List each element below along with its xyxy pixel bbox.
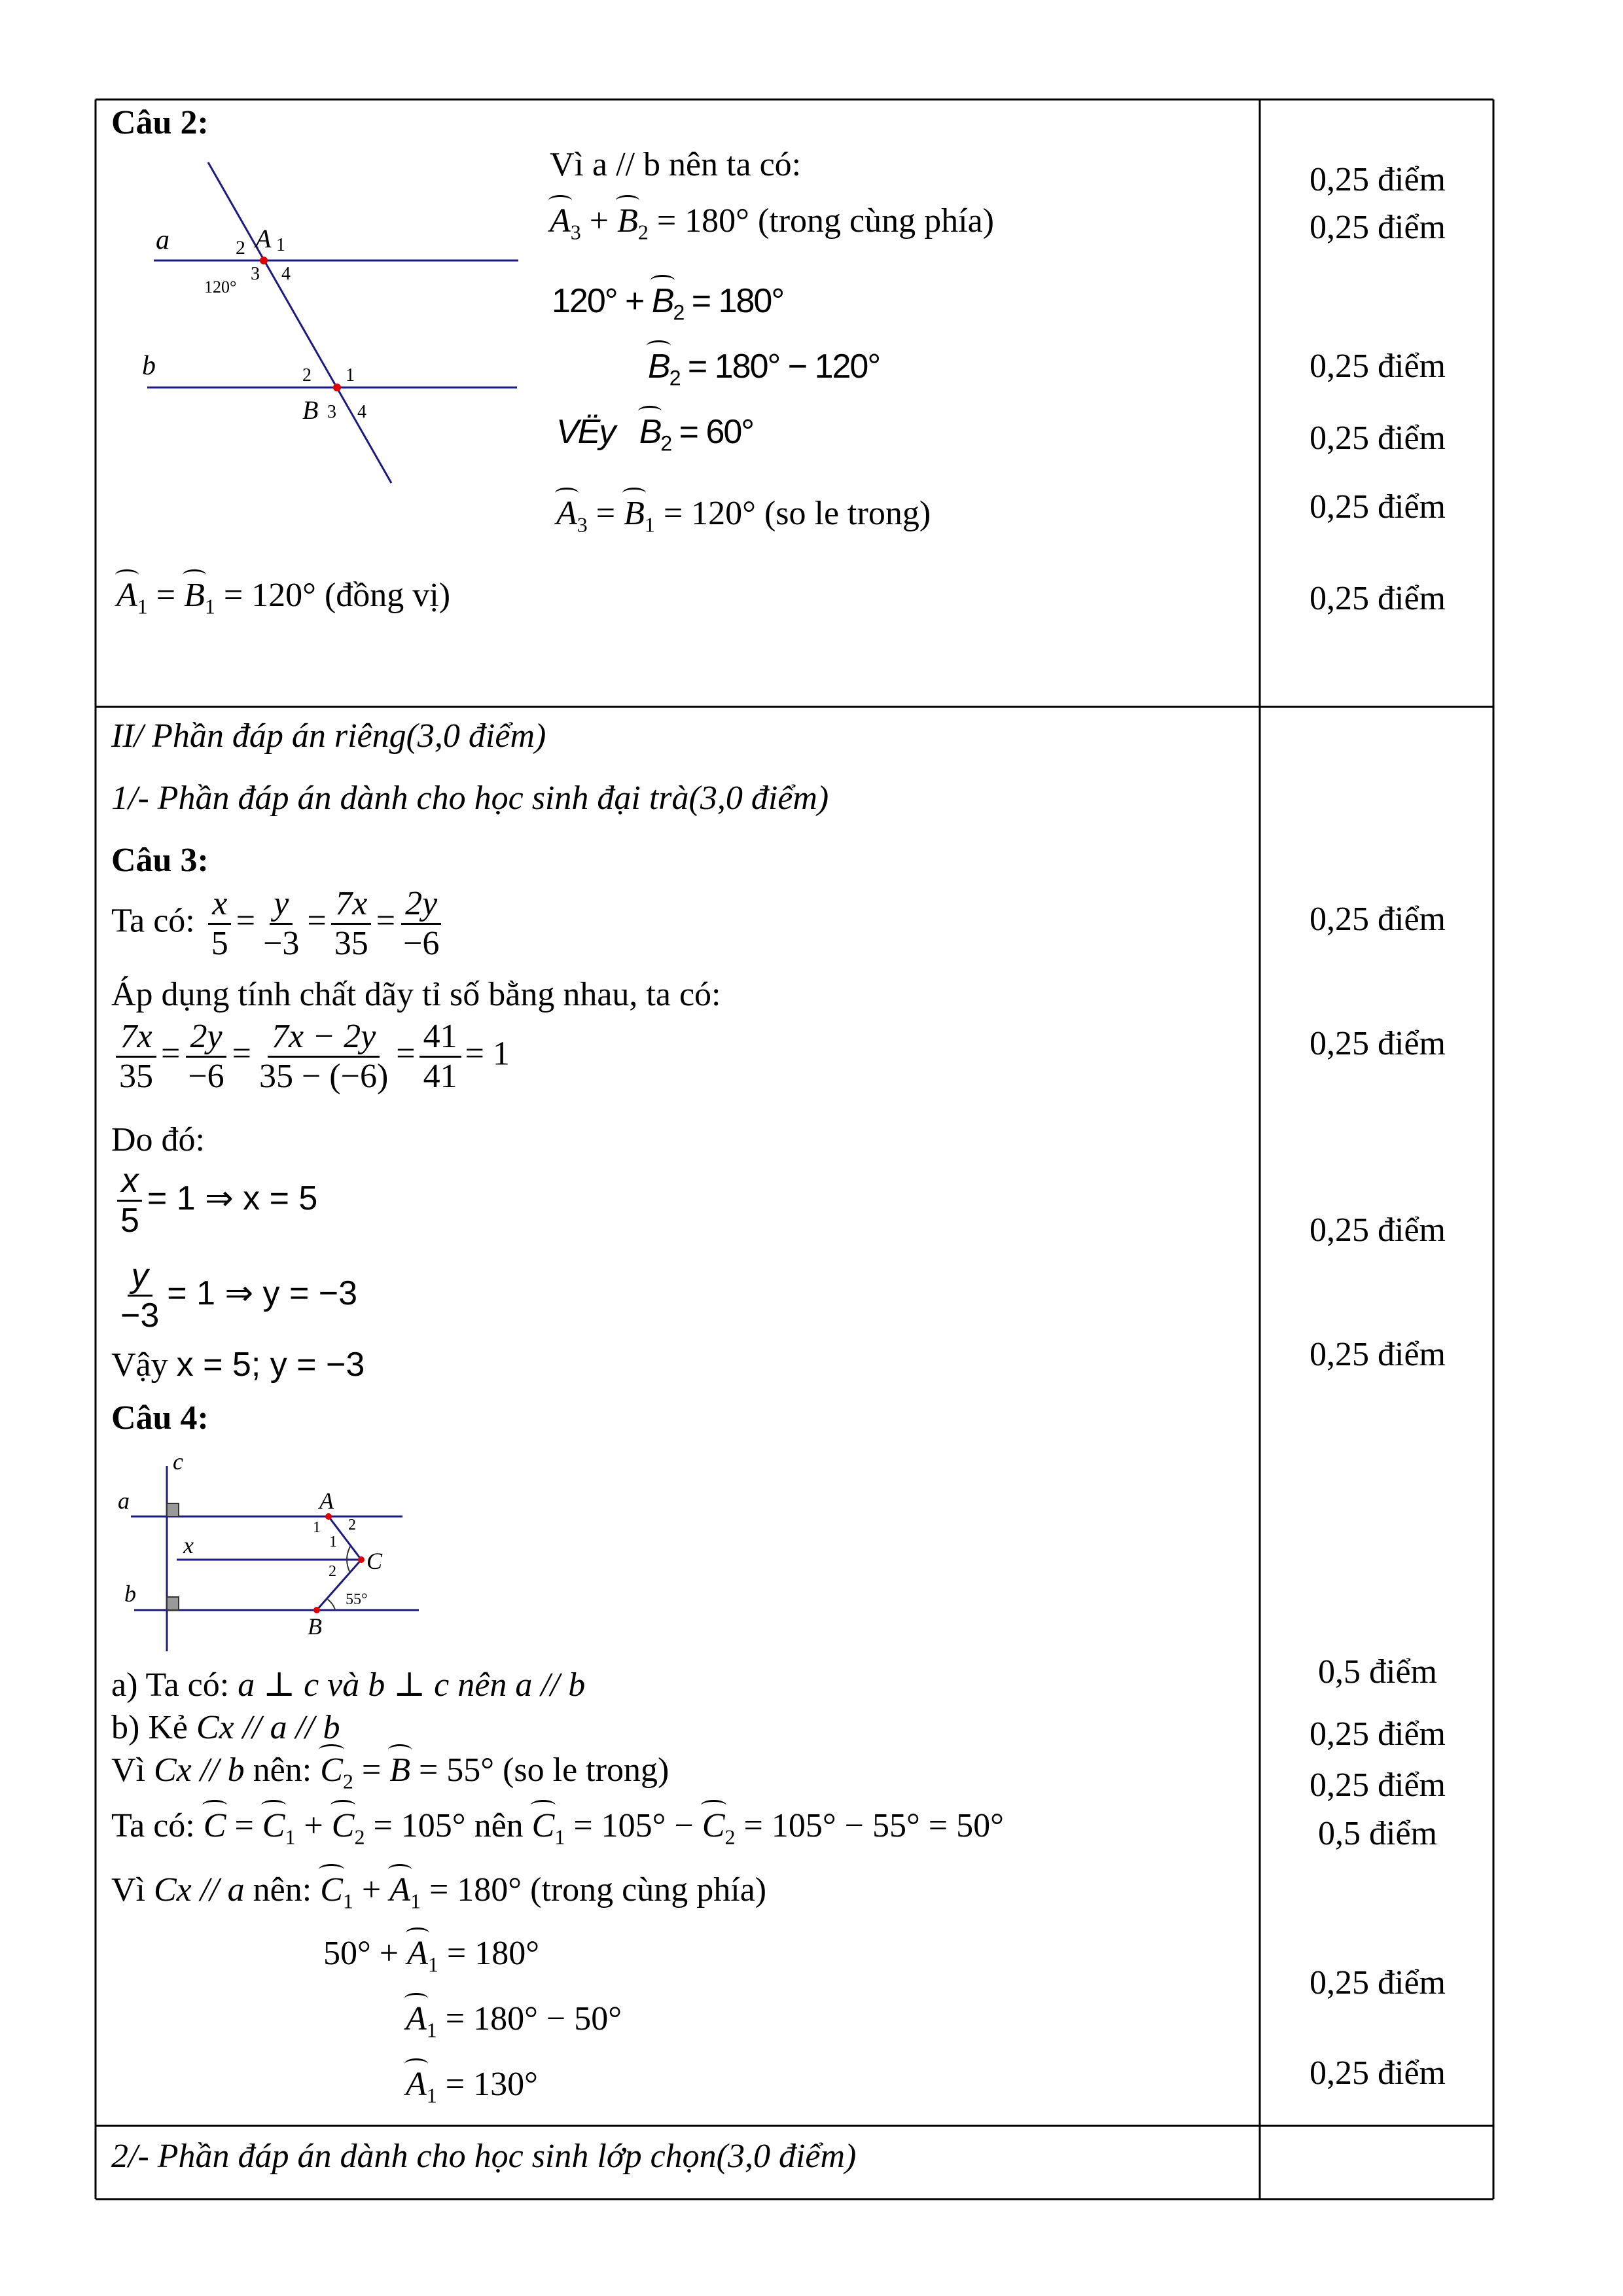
cau2-title: Câu 2:: [111, 104, 209, 141]
score-cau4-3: 0,25 điểm: [1310, 1767, 1446, 1804]
b-expr: Cx // a // b: [196, 1709, 340, 1746]
score-cau2-4: 0,25 điểm: [1310, 420, 1446, 457]
taco: Ta có:: [111, 902, 195, 940]
label-angle-a2: 2: [236, 237, 245, 259]
sub: 1: [285, 1825, 296, 1849]
cau4-title: Câu 4:: [111, 1399, 209, 1437]
den: −3: [263, 925, 300, 962]
eq: =: [226, 1807, 262, 1844]
den: 35: [119, 1058, 153, 1095]
label-angle-b2: 2: [302, 365, 312, 386]
angle-c2: C: [702, 1807, 725, 1844]
label-a: a: [118, 1488, 130, 1514]
cau3-result-y: [113, 1257, 357, 1335]
den: 35 − (−6): [259, 1058, 389, 1095]
sub: 1: [427, 1952, 438, 1977]
cau3-ratio-line: [111, 885, 447, 963]
num: 7x − 2y: [268, 1018, 380, 1058]
sub: 2: [342, 1769, 353, 1793]
score-cau2-6: 0,25 điểm: [1310, 580, 1446, 617]
angle-b: B: [639, 413, 661, 451]
pre: 50° +: [323, 1935, 408, 1972]
num: 2y: [401, 885, 441, 925]
score-cau3-4: 0,25 điểm: [1310, 1336, 1446, 1373]
cau2-line-5: [556, 412, 753, 463]
part2-heading: II/ Phần đáp án riêng(3,0 điểm): [111, 717, 546, 755]
frac: [116, 1162, 143, 1240]
frac: [259, 885, 303, 963]
point-a-dot: [325, 1513, 332, 1520]
cau2-line-4: [648, 347, 880, 397]
frac: [419, 1018, 461, 1096]
angle-b: B: [184, 577, 205, 614]
eq: =: [307, 902, 327, 940]
sub: 3: [570, 220, 581, 244]
cx: Cx // a: [154, 1871, 245, 1909]
cau3-result-x: [113, 1162, 317, 1240]
eq: =: [596, 495, 616, 532]
label-point-a: A: [255, 224, 272, 253]
plus: +: [589, 202, 609, 240]
score-cau4-6: 0,25 điểm: [1310, 2054, 1446, 2092]
den: 5: [120, 1202, 139, 1240]
score-cau3-1: 0,25 điểm: [1310, 901, 1446, 938]
score-cau3-2: 0,25 điểm: [1310, 1025, 1446, 1062]
frac: [207, 885, 232, 963]
g-end: = 1: [465, 1035, 510, 1073]
label-n1a: 1: [313, 1519, 321, 1536]
angle-a: A: [556, 495, 577, 532]
rest: = 180° (trong cùng phía): [420, 1871, 767, 1909]
right-angle-b: [167, 1597, 179, 1610]
rest: = 180° − 120°: [679, 348, 880, 386]
point-c-dot: [358, 1556, 365, 1563]
sub: 1: [410, 1889, 421, 1913]
score-cau2-5: 0,25 điểm: [1310, 488, 1446, 526]
point-b-dot: [333, 384, 341, 391]
label-point-a-sub: 1: [276, 235, 285, 255]
cau2-line-6: [556, 494, 931, 544]
label-point-b: B: [302, 395, 319, 425]
den: 5: [211, 925, 228, 962]
num: 41: [419, 1018, 461, 1058]
vay-label: Vậy: [111, 1346, 168, 1384]
label-point-b: B: [308, 1613, 322, 1640]
eq: =: [376, 902, 396, 940]
sub: 1: [342, 1889, 353, 1913]
angle-b: B: [617, 202, 638, 240]
label-n1c: 1: [329, 1534, 337, 1551]
sub: 1: [426, 2083, 437, 2108]
point-b-dot: [313, 1607, 320, 1613]
cau3-dodo: Do đó:: [111, 1121, 205, 1158]
score-cau2-2: 0,25 điểm: [1310, 209, 1446, 246]
cau4-line-3: [111, 1751, 669, 1801]
pre: Ta có:: [111, 1807, 204, 1844]
cau2-line-1: Vì a // b nên ta có:: [550, 146, 802, 183]
label-angle-b3: 3: [327, 402, 336, 422]
sub: 1: [137, 594, 148, 619]
right-angle-a: [167, 1503, 179, 1516]
eq: =: [156, 577, 176, 614]
frac: [115, 1018, 157, 1096]
angle-b: B: [389, 1751, 410, 1789]
part2-sub2: 2/- Phần đáp án dành cho học sinh lớp chọn(3,0 điểm): [111, 2138, 857, 2175]
sub: 1: [204, 594, 215, 619]
cau4-line-a: [111, 1666, 585, 1705]
angle-c1: C: [531, 1807, 555, 1844]
label-c: c: [173, 1448, 183, 1475]
cau4-figure: [105, 1443, 432, 1653]
angle-a1: A: [389, 1871, 410, 1909]
cau3-chain-line: [111, 1018, 510, 1096]
a-label: a) Ta có:: [111, 1666, 238, 1704]
den: −6: [403, 925, 440, 962]
frac: [184, 1018, 228, 1096]
plus: +: [295, 1807, 332, 1844]
frac: [399, 885, 443, 963]
b-label: b) Kẻ: [111, 1709, 196, 1746]
angle-c1: C: [320, 1871, 343, 1909]
cau2-line-2: [550, 202, 994, 251]
cau3-vay: [111, 1345, 365, 1385]
cau4-line-6: [323, 1934, 539, 1984]
score-cau4-2: 0,25 điểm: [1310, 1715, 1446, 1753]
score-cau2-1: 0,25 điểm: [1310, 161, 1446, 198]
eq: =: [161, 1035, 181, 1073]
num: 7x: [116, 1018, 156, 1058]
score-cau2-3: 0,25 điểm: [1310, 348, 1446, 385]
eq: =: [353, 1751, 390, 1789]
angle-b: B: [648, 348, 669, 386]
cau2-line-3: [552, 281, 783, 332]
frac: [330, 885, 372, 963]
mid: nên:: [244, 1751, 321, 1789]
den: 41: [423, 1058, 457, 1095]
cau3-title: Câu 3:: [111, 842, 209, 879]
sub: 1: [644, 512, 655, 537]
eq: =: [396, 1035, 416, 1073]
label-n2a: 2: [348, 1516, 356, 1534]
angle-a1: A: [407, 1935, 428, 1972]
mid: nên:: [244, 1871, 321, 1909]
angle-a1: A: [406, 2066, 427, 2103]
angle-a: A: [116, 577, 137, 614]
transversal: [208, 162, 391, 483]
num: 2y: [186, 1018, 226, 1058]
label-55: 55°: [346, 1591, 368, 1608]
label-b: b: [124, 1581, 136, 1607]
rest: = 105° −: [565, 1807, 702, 1844]
label-angle-120: 120°: [204, 278, 237, 296]
cau2-line-7: [116, 576, 450, 626]
sub: 2: [673, 300, 684, 325]
cau4-line-7: [406, 2000, 622, 2049]
pre: Vì: [111, 1751, 154, 1789]
angle-b: B: [624, 495, 645, 532]
label-line-a: a: [156, 225, 169, 255]
rest: = 120° (so le trong): [663, 495, 931, 532]
rest: = 180° (trong cùng phía): [656, 202, 994, 240]
sub: 2: [660, 431, 671, 456]
score-cau4-5: 0,25 điểm: [1310, 1964, 1446, 2001]
sub: 1: [426, 2018, 437, 2042]
label-point-a: A: [319, 1488, 334, 1514]
cau3-apdung: Áp dụng tính chất dãy tỉ số bằng nhau, ta có:: [111, 976, 721, 1013]
angle-c: C: [203, 1807, 226, 1844]
pre: VËy: [556, 413, 615, 451]
rest: = 60°: [671, 413, 754, 451]
eq: =: [232, 1035, 251, 1073]
angle-c1: C: [262, 1807, 285, 1844]
angle-b: B: [651, 282, 673, 320]
cau4-line-b: [111, 1708, 340, 1748]
rest: = 180° − 50°: [437, 2000, 622, 2037]
sub: 1: [554, 1825, 565, 1849]
a-expr: a ⊥ c và b ⊥ c nên a // b: [238, 1666, 586, 1704]
eq: =: [236, 902, 256, 940]
pre: 120° +: [552, 282, 652, 320]
rest: = 130°: [437, 2066, 538, 2103]
cau4-line-8: [406, 2065, 538, 2115]
sub: 2: [354, 1825, 365, 1849]
num: x: [208, 885, 231, 925]
score-cau4-1: 0,5 điểm: [1318, 1653, 1437, 1691]
frac: [116, 1257, 163, 1335]
label-point-c: C: [366, 1548, 383, 1574]
rest: = 105° − 55° = 50°: [735, 1807, 1004, 1844]
angle-a: A: [550, 202, 571, 240]
cau4-line-5: [111, 1871, 766, 1920]
rest: = 55° (so le trong): [410, 1751, 669, 1789]
den: −3: [120, 1297, 160, 1335]
label-angle-b4: 4: [357, 402, 366, 422]
rest: = 180°: [438, 1935, 540, 1972]
label-line-b: b: [142, 351, 156, 381]
r2: = 1 ⇒ y = −3: [167, 1274, 358, 1313]
sub: 3: [577, 512, 588, 537]
point-a-dot: [260, 257, 268, 264]
den: 35: [334, 925, 368, 962]
cau2-figure: [131, 144, 550, 537]
pre: Vì: [111, 1871, 154, 1909]
den: −6: [188, 1058, 224, 1095]
rest: = 120° (đồng vị): [223, 577, 451, 614]
sub: 2: [637, 220, 649, 244]
label-x: x: [183, 1532, 194, 1558]
vay-expr: x = 5; y = −3: [176, 1346, 365, 1384]
cau4-line-4: [111, 1806, 1004, 1856]
angle-c2: C: [331, 1807, 355, 1844]
r1: = 1 ⇒ x = 5: [147, 1179, 318, 1218]
num: y: [270, 885, 293, 925]
plus: +: [353, 1871, 390, 1909]
label-angle-a4: 4: [281, 264, 291, 284]
part2-sub1: 1/- Phần đáp án dành cho học sinh đại trà(3,0 điểm): [111, 780, 829, 817]
label-angle-a3: 3: [251, 264, 260, 284]
sub: 2: [724, 1825, 736, 1849]
arc-b: [327, 1599, 335, 1610]
cx: Cx // b: [154, 1751, 245, 1789]
label-angle-b1: 1: [346, 365, 355, 386]
score-cau4-4: 0,5 điểm: [1318, 1815, 1437, 1852]
label-n2c: 2: [329, 1563, 336, 1580]
rest: = 180°: [683, 282, 784, 320]
angle-c: C: [320, 1751, 343, 1789]
num: y: [128, 1257, 152, 1297]
frac: [255, 1018, 392, 1096]
num: 7x: [331, 885, 371, 925]
angle-a1: A: [406, 2000, 427, 2037]
mid: = 105° nên: [365, 1807, 532, 1844]
sub: 2: [669, 366, 680, 390]
score-cau3-3: 0,25 điểm: [1310, 1211, 1446, 1249]
num: x: [117, 1162, 142, 1202]
